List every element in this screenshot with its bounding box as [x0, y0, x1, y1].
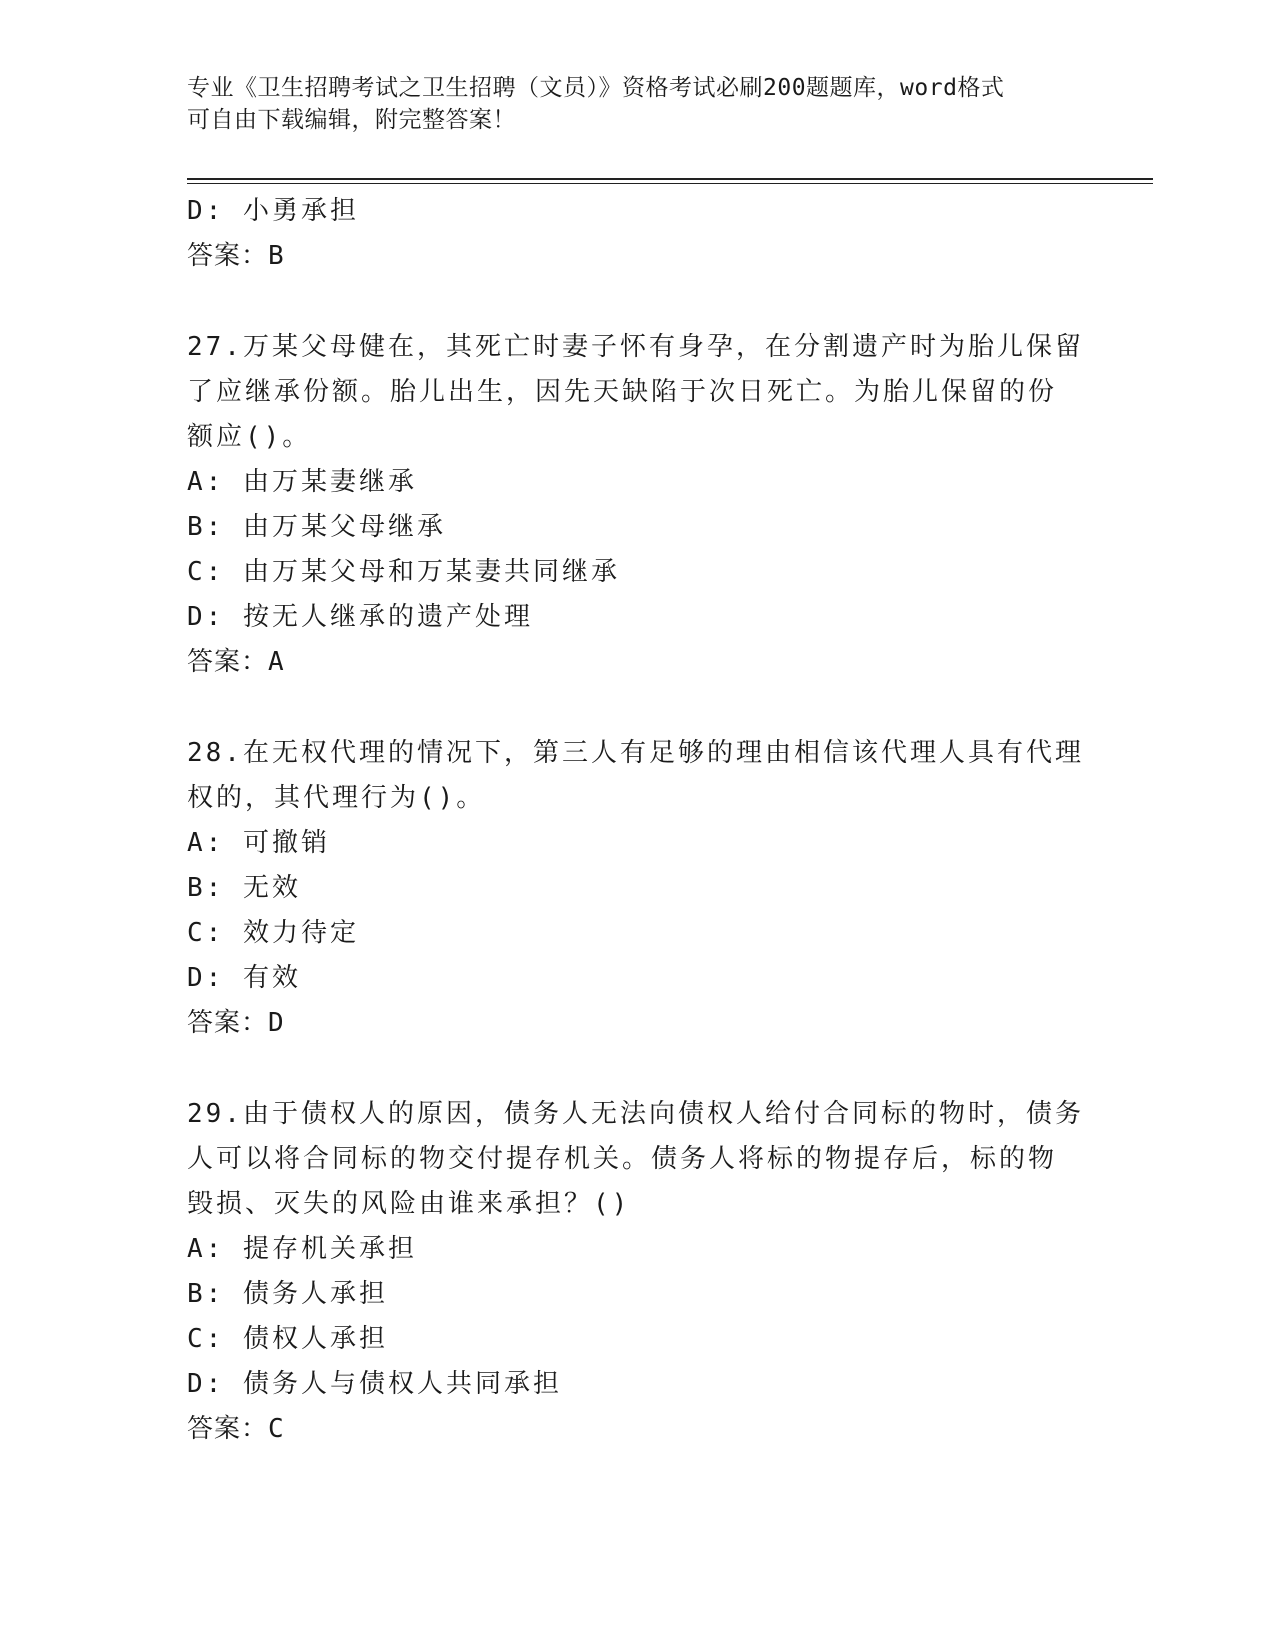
stem-line: 毁损、灭失的风险由谁来承担？() [187, 1189, 631, 1219]
header-divider-thin [187, 183, 1153, 184]
answer-line [187, 1001, 1087, 1046]
question-29 [187, 1092, 1087, 1452]
stem-line: 额应()。 [187, 422, 312, 452]
question-stem [187, 1092, 1087, 1227]
option-b: B: 债务人承担 [187, 1279, 388, 1309]
question-stem [187, 731, 1087, 821]
header-divider-thick [187, 178, 1153, 180]
option-c: C: 效力待定 [187, 918, 359, 948]
answer-value: C [268, 1414, 285, 1444]
question-27 [187, 325, 1087, 685]
option-a: A: 可撤销 [187, 828, 330, 858]
option-b: B: 无效 [187, 873, 301, 903]
stem-line: 29.由于债权人的原因，债务人无法向债权人给付合同标的物时，债务 [187, 1099, 1084, 1129]
option-a: A: 提存机关承担 [187, 1234, 417, 1264]
stem-line: 人可以将合同标的物交付提存机关。债务人将标的物提存后，标的物 [187, 1144, 1058, 1174]
header-line-2: 可自由下载编辑，附完整答案！ [187, 107, 516, 133]
stem-line: 28.在无权代理的情况下，第三人有足够的理由相信该代理人具有代理 [187, 738, 1084, 768]
option-a: A: 由万某妻继承 [187, 467, 417, 497]
stem-line: 权的，其代理行为()。 [187, 783, 486, 813]
option-d: D: 按无人继承的遗产处理 [187, 602, 533, 632]
answer-label: 答案： [187, 1008, 269, 1038]
answer-value: A [268, 647, 285, 677]
answer-value: B [268, 241, 285, 271]
answer-line [187, 1407, 1087, 1452]
header-line-1: 专业《卫生招聘考试之卫生招聘（文员）》资格考试必刷200题题库，word格式 [187, 75, 1005, 101]
answer-line [187, 234, 1087, 279]
option-c: C: 债权人承担 [187, 1324, 388, 1354]
answer-line [187, 640, 1087, 685]
stem-line: 27.万某父母健在，其死亡时妻子怀有身孕，在分割遗产时为胎儿保留 [187, 332, 1084, 362]
stem-line: 了应继承份额。胎儿出生，因先天缺陷于次日死亡。为胎儿保留的份 [187, 377, 1058, 407]
document-header [187, 72, 1067, 136]
question-28 [187, 731, 1087, 1046]
question-gap [187, 1046, 1087, 1092]
answer-value: D [268, 1008, 285, 1038]
question-gap [187, 279, 1087, 325]
option-d: D: 小勇承担 [187, 196, 359, 226]
answer-label: 答案： [187, 647, 269, 677]
option-c: C: 由万某父母和万某妻共同继承 [187, 557, 620, 587]
answer-label: 答案： [187, 241, 269, 271]
question-stem [187, 325, 1087, 460]
answer-label: 答案： [187, 1414, 269, 1444]
option-d: D: 有效 [187, 963, 301, 993]
option-b: B: 由万某父母继承 [187, 512, 446, 542]
document-body [187, 189, 1087, 1452]
question-gap [187, 685, 1087, 731]
option-d: D: 债务人与债权人共同承担 [187, 1369, 562, 1399]
